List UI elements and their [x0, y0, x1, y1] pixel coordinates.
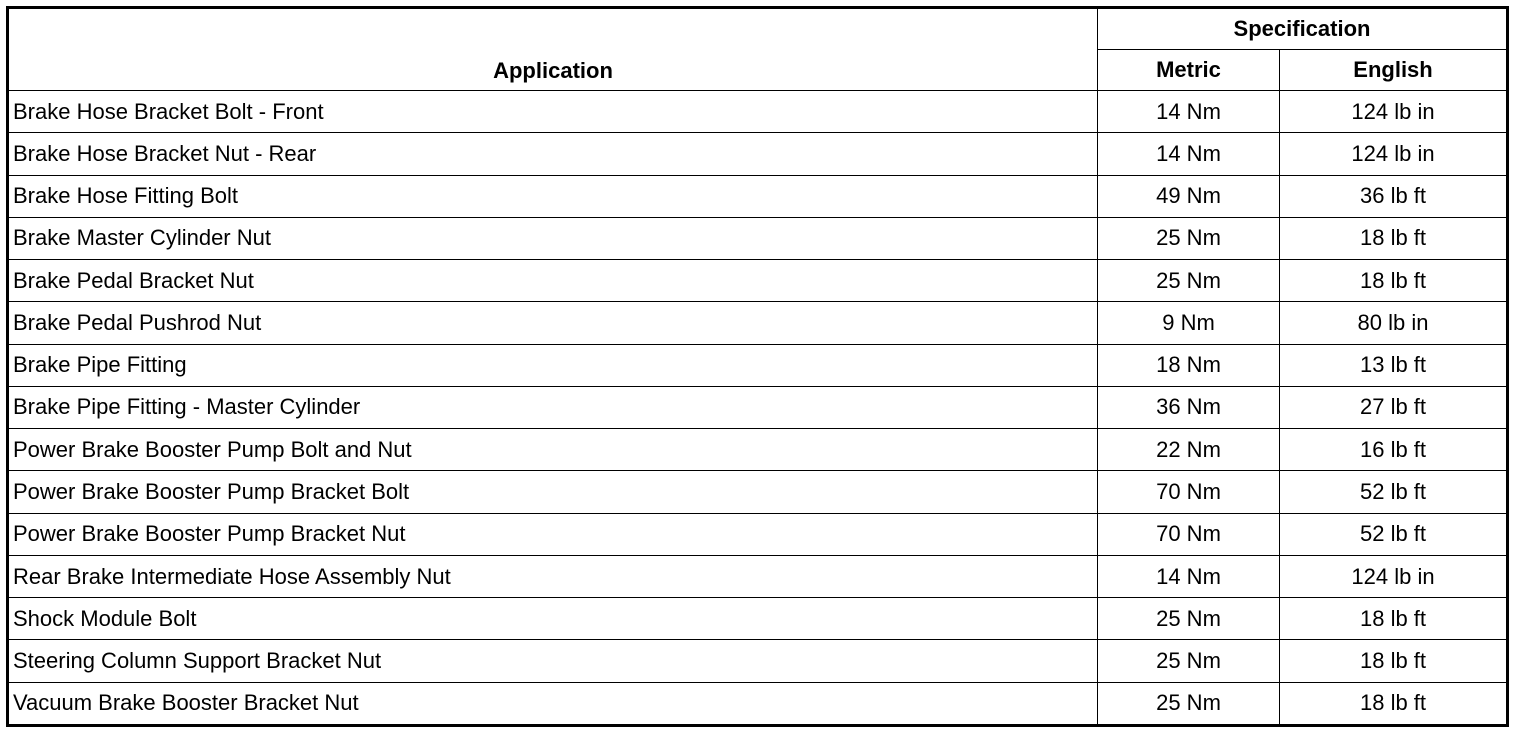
english-cell: 27 lb ft — [1280, 386, 1508, 428]
metric-cell: 25 Nm — [1098, 682, 1280, 725]
header-row-top — [8, 8, 1508, 50]
table-row — [8, 640, 1508, 682]
application-cell: Brake Pedal Pushrod Nut — [8, 302, 1098, 344]
application-cell: Brake Hose Bracket Nut - Rear — [8, 133, 1098, 175]
english-cell: 18 lb ft — [1280, 640, 1508, 682]
metric-column-header: Metric — [1098, 50, 1280, 91]
english-cell: 13 lb ft — [1280, 344, 1508, 386]
table-row — [8, 344, 1508, 386]
english-column-header: English — [1280, 50, 1508, 91]
application-cell: Brake Pedal Bracket Nut — [8, 260, 1098, 302]
metric-cell: 14 Nm — [1098, 91, 1280, 133]
english-cell: 16 lb ft — [1280, 429, 1508, 471]
table-row — [8, 682, 1508, 725]
metric-cell: 14 Nm — [1098, 133, 1280, 175]
metric-cell: 25 Nm — [1098, 640, 1280, 682]
application-cell: Vacuum Brake Booster Bracket Nut — [8, 682, 1098, 725]
english-cell: 80 lb in — [1280, 302, 1508, 344]
english-cell: 18 lb ft — [1280, 260, 1508, 302]
metric-cell: 9 Nm — [1098, 302, 1280, 344]
metric-cell: 49 Nm — [1098, 175, 1280, 217]
table-row — [8, 555, 1508, 597]
application-cell: Power Brake Booster Pump Bolt and Nut — [8, 429, 1098, 471]
table-row — [8, 513, 1508, 555]
application-cell: Brake Master Cylinder Nut — [8, 217, 1098, 259]
specification-column-header: Specification — [1098, 8, 1508, 50]
english-cell: 124 lb in — [1280, 133, 1508, 175]
english-cell: 124 lb in — [1280, 555, 1508, 597]
table-row — [8, 302, 1508, 344]
application-cell: Power Brake Booster Pump Bracket Bolt — [8, 471, 1098, 513]
english-cell: 18 lb ft — [1280, 217, 1508, 259]
table-row — [8, 91, 1508, 133]
english-cell: 18 lb ft — [1280, 682, 1508, 725]
metric-cell: 14 Nm — [1098, 555, 1280, 597]
metric-cell: 70 Nm — [1098, 513, 1280, 555]
table-row — [8, 260, 1508, 302]
application-cell: Rear Brake Intermediate Hose Assembly Nut — [8, 555, 1098, 597]
metric-cell: 70 Nm — [1098, 471, 1280, 513]
english-cell: 52 lb ft — [1280, 513, 1508, 555]
table-row — [8, 386, 1508, 428]
table-row — [8, 133, 1508, 175]
application-cell: Power Brake Booster Pump Bracket Nut — [8, 513, 1098, 555]
metric-cell: 18 Nm — [1098, 344, 1280, 386]
english-cell: 36 lb ft — [1280, 175, 1508, 217]
table-row — [8, 217, 1508, 259]
table-row — [8, 471, 1508, 513]
application-cell: Shock Module Bolt — [8, 598, 1098, 640]
metric-cell: 25 Nm — [1098, 260, 1280, 302]
metric-cell: 25 Nm — [1098, 598, 1280, 640]
english-cell: 52 lb ft — [1280, 471, 1508, 513]
table-row — [8, 429, 1508, 471]
application-cell: Brake Pipe Fitting - Master Cylinder — [8, 386, 1098, 428]
english-cell: 124 lb in — [1280, 91, 1508, 133]
metric-cell: 22 Nm — [1098, 429, 1280, 471]
application-cell: Brake Hose Fitting Bolt — [8, 175, 1098, 217]
table-row — [8, 598, 1508, 640]
metric-cell: 25 Nm — [1098, 217, 1280, 259]
fastener-specification-table — [6, 6, 1509, 727]
table-row — [8, 175, 1508, 217]
metric-cell: 36 Nm — [1098, 386, 1280, 428]
table-body — [8, 91, 1508, 726]
application-cell: Brake Pipe Fitting — [8, 344, 1098, 386]
table-header — [8, 8, 1508, 91]
application-column-header: Application — [8, 8, 1098, 91]
application-cell: Brake Hose Bracket Bolt - Front — [8, 91, 1098, 133]
english-cell: 18 lb ft — [1280, 598, 1508, 640]
application-cell: Steering Column Support Bracket Nut — [8, 640, 1098, 682]
